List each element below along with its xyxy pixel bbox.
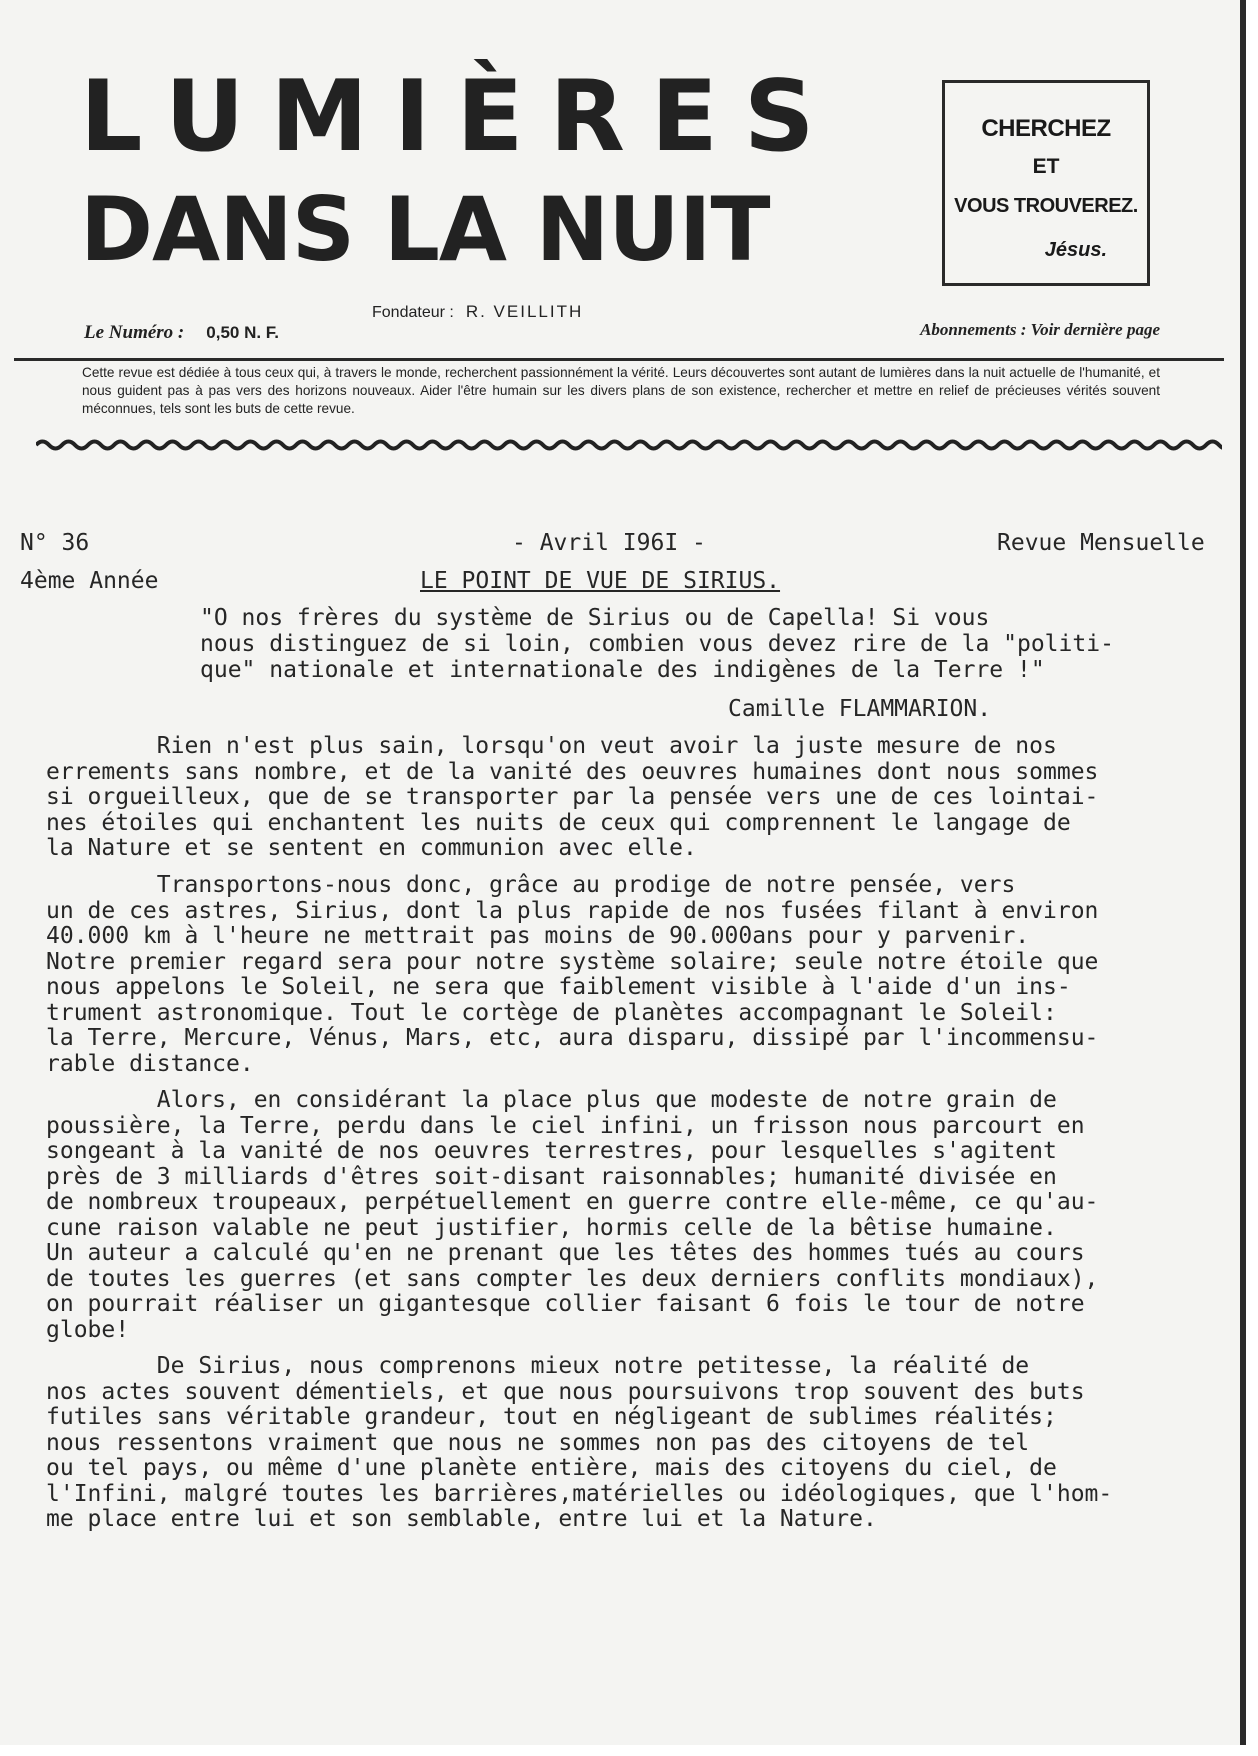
subscriptions-note: Abonnements : Voir dernière page: [920, 320, 1160, 339]
wavy-divider: [36, 436, 1222, 454]
motto-attribution: Jésus.: [1044, 239, 1107, 261]
motto-line-2: ET: [1032, 155, 1060, 178]
article-paragraph: De Sirius, nous comprenons mieux notre petitesse, la réalité de nos actes souvent démentiels, et que nous poursuivons trop souvent des buts futiles sans véritable grandeur, tout en négligeant de sublimes réalités; nous ressentons vraiment que nous ne sommes non pas des citoyens de tel ou tel pays, ou même d'une planète entière, mais des citoyens du ciel, de l'Infini, malgré toutes les barrières,matérielles ou idéologiques, que l'hom- me place entre lui et son semblable, entre lui et la Nature.: [46, 1353, 1113, 1532]
dedication-text: Cette revue est dédiée à tous ceux qui, à travers le monde, recherchent passionnément la vérité. Leurs découvertes sont autant de lumières dans la nuit actuelle de l'humanité, et nous guident pas à pas vers des horizons nouveaux. Aider l'être humain sur les divers plans de son existence, rechercher et mettre en relief de précieuses vérités souvent méconnues, tels sont les buts de cette revue.: [82, 365, 1160, 416]
motto-line-1: CHERCHEZ: [981, 115, 1111, 142]
motto-box: [942, 80, 1150, 286]
epigraph-quote: "O nos frères du système de Sirius ou de Capella! Si vous nous distinguez de si loin, combien vous devez rire de la "politi- que" nationale et internationale des indigènes de la Terre !": [200, 605, 1114, 683]
price-label: Le Numéro :: [84, 322, 185, 343]
price-value: 0,50 N. F.: [206, 323, 280, 342]
article-paragraph: Rien n'est plus sain, lorsqu'on veut avoir la juste mesure de nos errements sans nombre, et de la vanité des oeuvres humaines dont nous sommes si orgueilleux, que de se transporter par la pensée vers une de ces lointai- nes étoiles qui enchantent les nuits de ceux qui comprennent le langage de la Nature et se sentent en communion avec elle.: [46, 733, 1099, 861]
article-paragraph: Alors, en considérant la place plus que modeste de notre grain de poussière, la Terre, perdu dans le ciel infini, un frisson nous parcourt en songeant à la vanité de nos oeuvres terrestres, pour lesquelles s'agitent près de 3 milliards d'êtres soit-disant raisonnables; humanité divisée en de nombreux troupeaux, perpétuellement en guerre contre elle-même, ce qu'au- cune raison valable ne peut justifier, hormis celle de la bêtise humaine. Un auteur a calculé qu'en ne prenant que les têtes des hommes tués au cours de toutes les guerres (et sans compter les deux derniers conflits mondiaux), on pourrait réaliser un gigantesque collier faisant 6 fois le tour de notre globe!: [46, 1087, 1099, 1343]
header-rule: [14, 358, 1224, 361]
issue-periodicity: Revue Mensuelle: [997, 530, 1205, 556]
issue-price: [84, 322, 279, 344]
founder-name: R. VEILLITH: [465, 302, 584, 321]
founder-label: Fondateur :: [372, 304, 454, 321]
founder-line: [372, 302, 583, 322]
masthead-title-line-1: LUMIÈRES: [80, 60, 841, 174]
issue-date: - Avril I96I -: [512, 530, 706, 556]
masthead-title-line-2: DANS LA NUIT: [80, 178, 770, 281]
article-title: LE POINT DE VUE DE SIRIUS.: [420, 568, 781, 594]
issue-year: 4ème Année: [20, 568, 159, 594]
epigraph-author: Camille FLAMMARION.: [728, 696, 992, 722]
issue-number: N° 36: [20, 530, 90, 556]
article-paragraph: Transportons-nous donc, grâce au prodige de notre pensée, vers un de ces astres, Sirius, dont la plus rapide de nos fusées filant à environ 40.000 km à l'heure ne mettrait pas moins de 90.000ans pour y parvenir. Notre premier regard sera pour notre système solaire; seule notre étoile que nous appelons le Soleil, ne sera que faiblement visible à l'aide d'un ins- trument astronomique. Tout le cortège de planètes accompagnant le Soleil: la Terre, Mercure, Vénus, Mars, etc, aura disparu, dissipé par l'incommensu- rable distance.: [46, 872, 1099, 1077]
motto-line-3: VOUS TROUVEREZ.: [954, 195, 1138, 217]
